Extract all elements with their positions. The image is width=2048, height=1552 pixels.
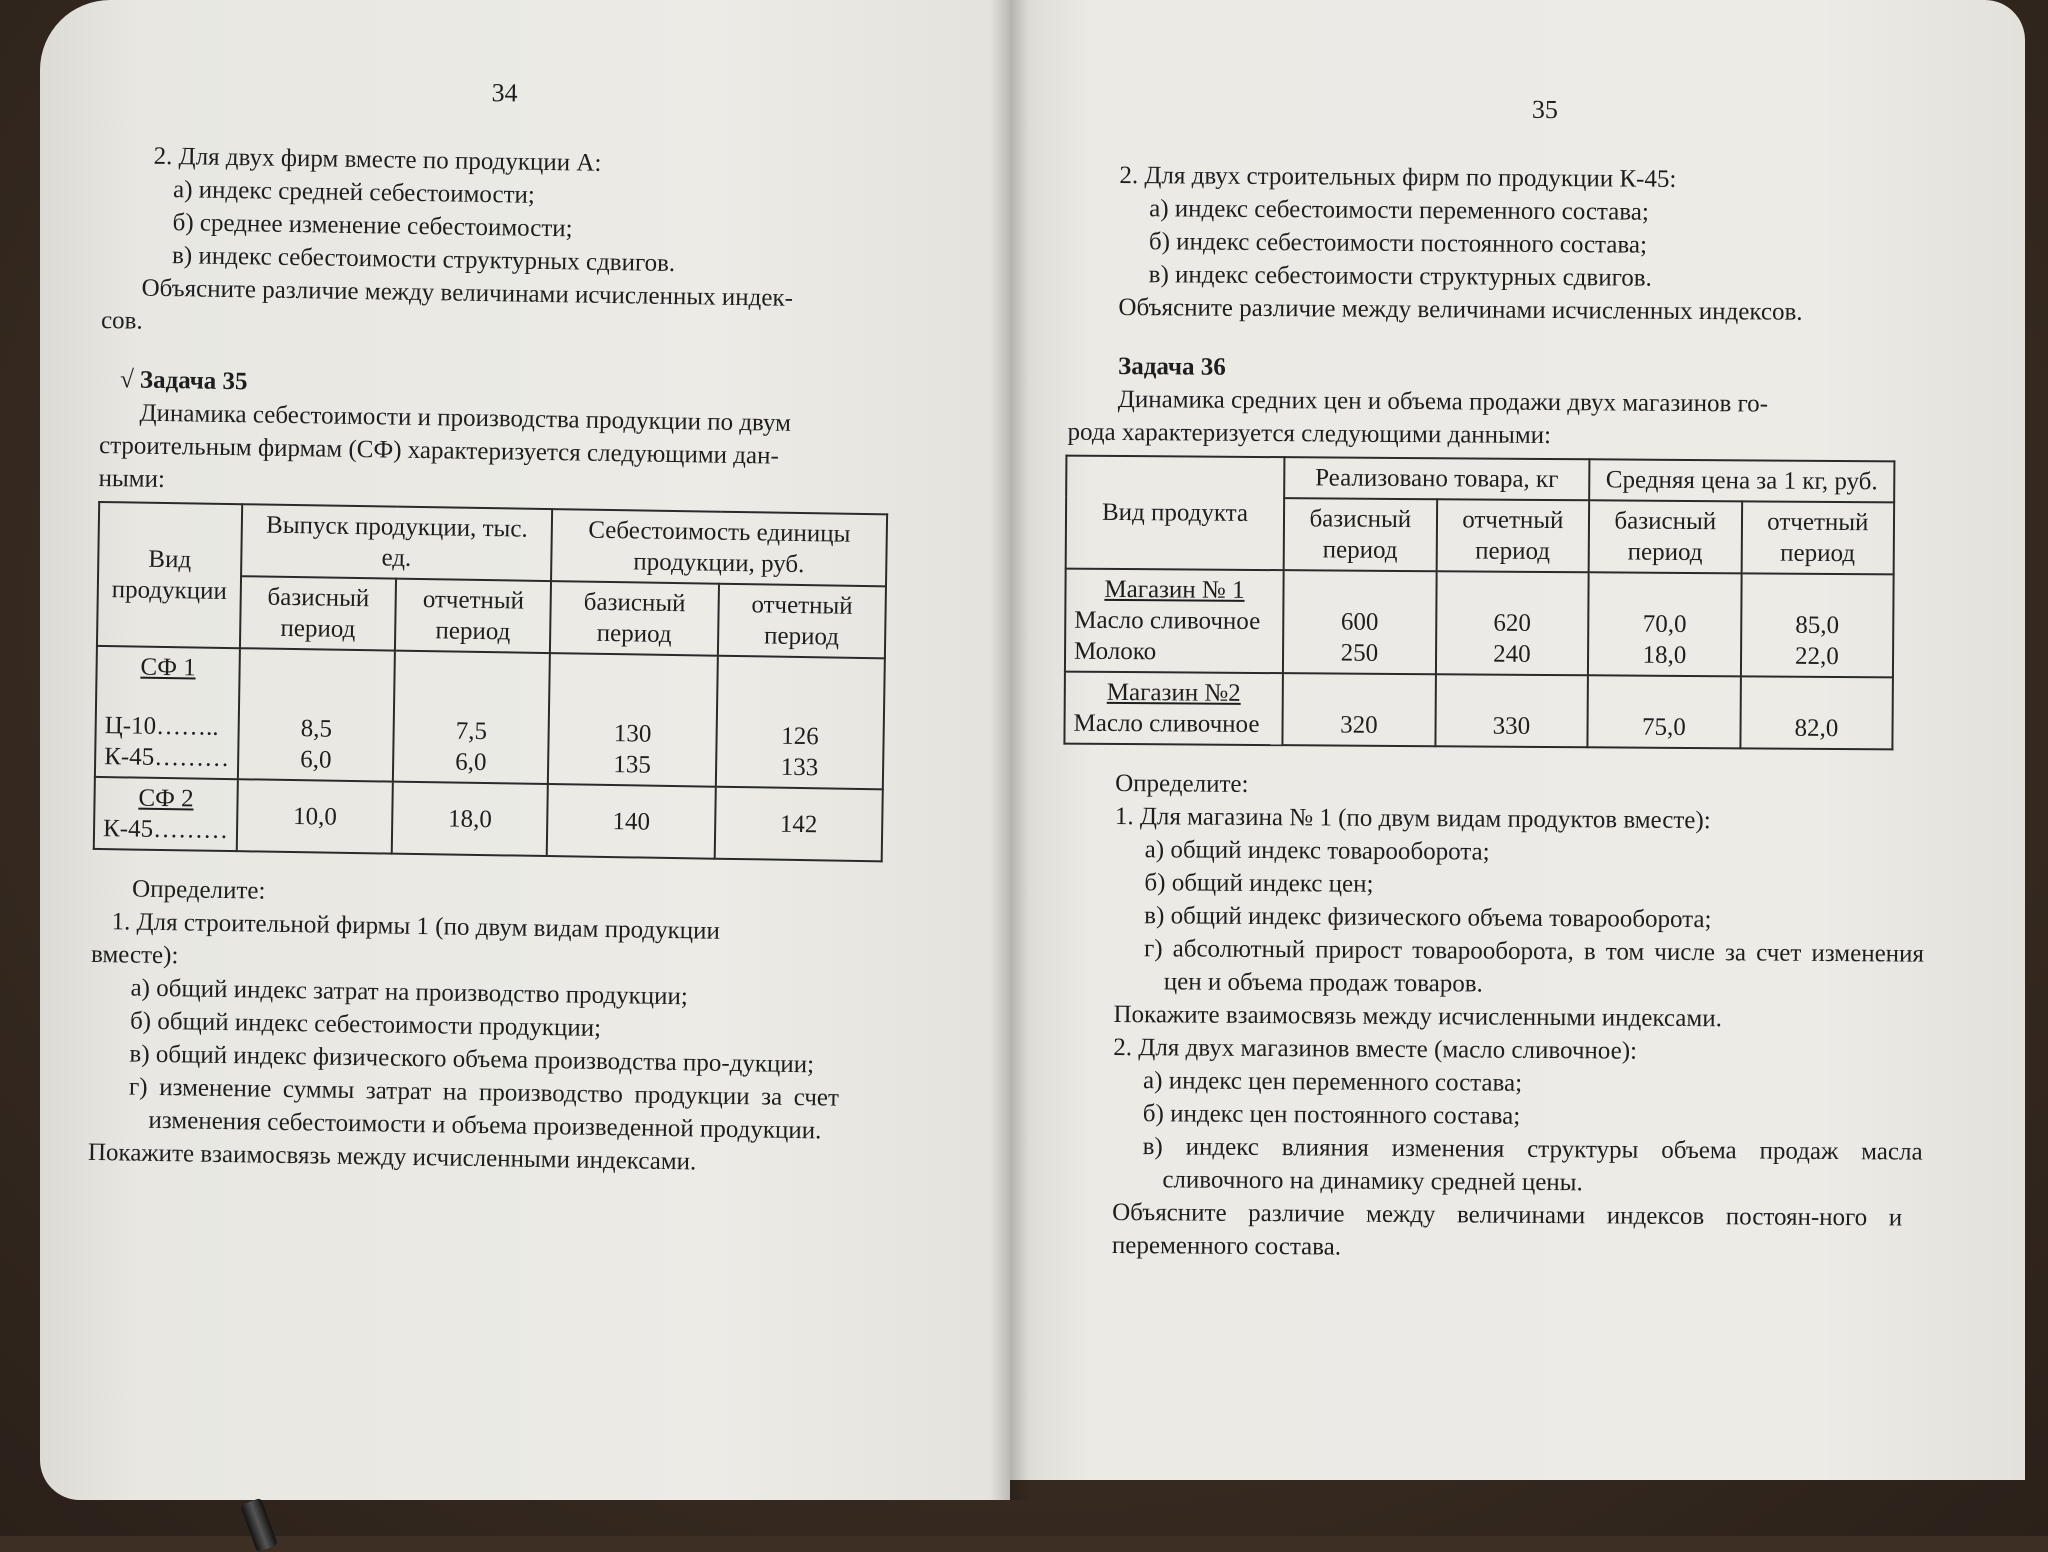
cell-value: 7,5 [455,717,488,746]
task-item-b: б) среднее изменение себестоимости; [172,209,573,243]
show-relationship: Покажите взаимосвязь между исчисленными индексами. [87,1138,697,1176]
task-36-text-2: рода характеризуется следующими данными: [1067,418,1552,450]
cell-value: 8,5 [300,715,333,743]
question-2-item-b: б) индекс цен постоянного состава; [1142,1100,1521,1130]
header-base-period: базисный период [240,576,396,650]
cell-value: 10,0 [237,779,393,853]
table-cell [238,648,395,781]
check-mark: √ [119,366,135,394]
table-cell [1588,572,1741,676]
task-part-2-heading: 2. Для двух строительных фирм по продукции К-45: [1119,161,1677,193]
row-label: К-45……… [104,743,230,773]
question-1: 1. Для строительной фирмы 1 (по двум видам продукции [111,908,721,945]
header-base-period: базисный период [1284,498,1437,571]
table-cell-group [95,646,240,779]
task-36-text: Динамика средних цен и объема продажи двух магазинов го- [1117,385,1769,418]
task-item-b: б) индекс себестоимости постоянного состава; [1148,228,1648,259]
row-label: Масло сливочное [1073,709,1260,738]
determine-label: Определите: [1115,769,1249,798]
header-output: Выпуск продукции, тыс. ед. [241,504,552,581]
question-1-cont: вместе): [90,940,179,970]
question-1-item-b: б) общий индекс цен; [1144,869,1374,898]
table-cell [716,656,885,790]
task-35-text: Динамика себестоимости и производства продукции по двум [139,399,792,437]
determine-label: Определите: [131,875,266,905]
header-report-period: отчетный период [718,584,886,659]
group-label-shop2: Магазин №2 [1106,678,1241,707]
cell-value: 142 [714,787,882,862]
header-base-period: базисный период [550,581,719,656]
question-2: 2. Для двух магазинов вместе (масло сливочное): [1113,1033,1638,1065]
question-1-item-d: г) абсолютный прирост товарооборота, в том числе за счет изменения цен и объема продаж товаров. [1143,935,1925,998]
explain-line-2: Объясните различие между величинами индексов постоян-ного и переменного состава. [1111,1198,1903,1261]
cell-value: 135 [613,751,652,779]
left-page-content [88,70,905,1181]
header-base-period: базисный период [1589,500,1742,573]
cell-value: 22,0 [1794,642,1839,671]
question-1-item-a: а) общий индекс затрат на производство продукции; [130,974,689,1011]
table-cell-group [1064,672,1282,746]
cell-value: 82,0 [1740,676,1893,749]
explain-line: Объясните различие между величинами исчисленных индексов. [1118,293,1803,326]
task-35-text-3: ными: [98,464,166,493]
table-cell [548,653,718,787]
explain-line: Объясните различие между величинами исчисленных индек- [141,274,794,312]
header-product-type: Вид продукции [97,502,242,648]
row-label: Ц-10…….. [104,712,219,741]
task-35-title: Задача 35 [139,366,248,396]
task-35-table [93,501,888,862]
cell-value: 330 [1435,674,1588,747]
page-number: 34 [491,78,518,108]
task-36-table [1063,455,1895,751]
question-1-item-c: в) общий индекс физического объема товарооборота; [1144,902,1712,934]
header-product-type: Вид продукта [1066,456,1285,571]
table-cell-group [1065,569,1284,674]
header-report-period: отчетный период [1741,501,1894,574]
task-item-c: в) индекс себестоимости структурных сдвигов. [1148,261,1652,292]
header-report-period: отчетный период [395,579,551,653]
group-label-shop1: Магазин № 1 [1104,575,1245,604]
task-35-text-2: строительным фирмам (СФ) характеризуется следующими дан- [98,431,780,470]
header-avg-price: Средняя цена за 1 кг, руб. [1589,459,1894,502]
row-label: К-45……… [102,815,229,845]
cell-value: 6,0 [300,746,332,774]
task-item-a: а) индекс себестоимости переменного состава; [1149,195,1649,226]
cell-value: 75,0 [1587,675,1740,748]
cell-value: 130 [613,720,652,748]
cell-value: 6,0 [455,748,487,777]
row-label: Масло сливочное [1074,606,1261,635]
cell-value: 70,0 [1642,610,1687,638]
question-1-item-a: а) общий индекс товарооборота; [1144,836,1490,866]
table-cell-group [94,777,238,851]
task-item-a: а) индекс средней себестоимости; [172,176,536,209]
header-report-period: отчетный период [1436,499,1589,572]
group-label-sf2: СФ 2 [138,784,194,813]
question-2-item-c: в) индекс влияния изменения структуры объема продаж масла сливочного на динамику средней цены. [1142,1133,1923,1197]
table-cell [1436,571,1589,675]
cell-value: 600 [1340,608,1379,636]
cell-value: 620 [1493,609,1531,637]
task-36-title: Задача 36 [1117,352,1226,381]
right-page-content [1067,90,1970,1268]
cell-value: 250 [1340,639,1379,667]
task-item-c: в) индекс себестоимости структурных сдвигов. [171,242,676,277]
task-part-2-heading: 2. Для двух фирм вместе по продукции А: [153,142,602,177]
question-1-item-b: б) общий индекс себестоимости продукции; [129,1007,602,1042]
question-2-item-a: а) индекс цен переменного состава; [1142,1067,1523,1097]
explain-line-cont: сов. [100,306,143,335]
book-gutter [990,0,1030,1500]
table-cell [1741,573,1894,677]
header-sold: Реализовано товара, кг [1284,457,1589,500]
cell-value: 18,0 [392,782,548,856]
header-unit-cost: Себестоимость единицы продукции, руб. [551,509,887,586]
cell-value: 133 [780,753,819,782]
group-label-sf1: СФ 1 [140,653,196,682]
cell-value: 85,0 [1795,611,1840,640]
page-number: 35 [1531,94,1558,125]
question-1: 1. Для магазина № 1 (по двум видам продуктов вместе): [1114,802,1711,835]
row-label: Молоко [1073,637,1157,666]
show-relationship: Покажите взаимосвязь между исчисленными индексами. [1113,1000,1722,1033]
cell-value: 240 [1493,640,1531,668]
cell-value: 140 [547,784,716,859]
question-1-item-c: в) общий индекс физического объема производства про-дукции; [129,1040,815,1079]
cell-value: 320 [1282,673,1435,746]
table-cell [393,651,550,784]
table-cell [1283,570,1436,674]
question-1-item-d: г) изменение суммы затрат на производство продукции за счет изменения себестоимости и объема произведенной продукции. [128,1073,840,1145]
cell-value: 18,0 [1642,641,1687,669]
cell-value: 126 [781,722,819,751]
